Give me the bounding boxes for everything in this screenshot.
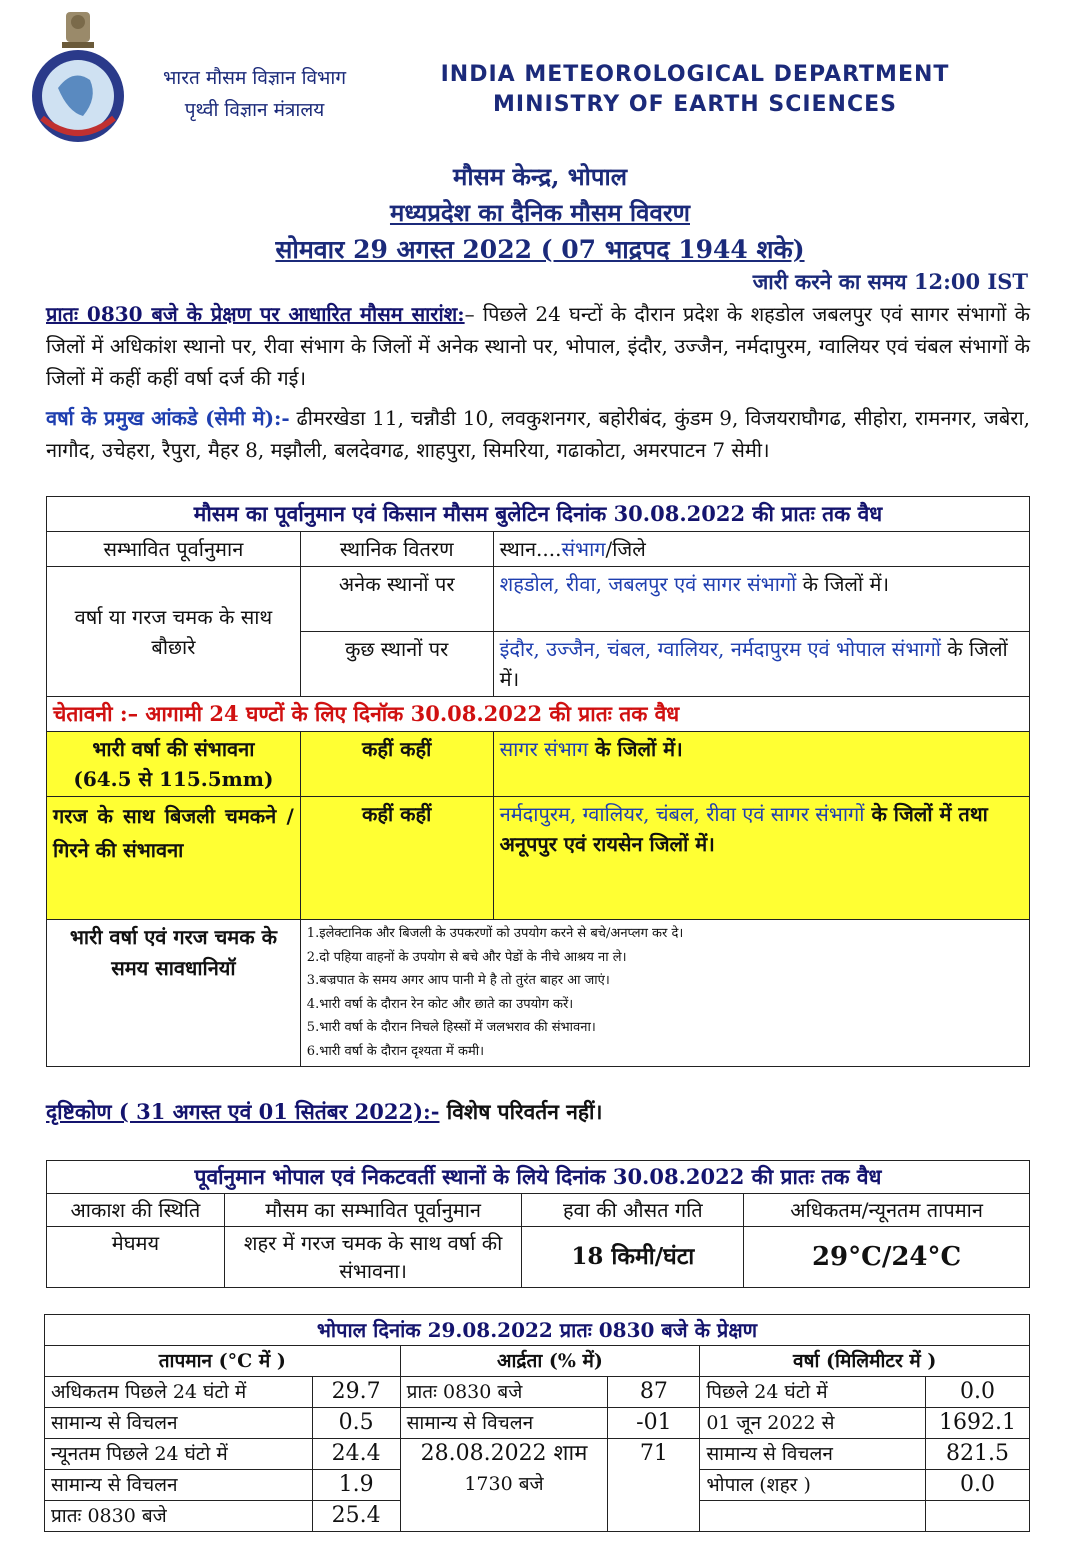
temp-header: तापमान (°C में ) [45, 1346, 401, 1377]
summary-title: मध्यप्रदेश का दैनिक मौसम विवरण [389, 198, 690, 227]
humidity-value: 87 [608, 1377, 700, 1408]
empty-cell [926, 1501, 1030, 1532]
issue-time: जारी करने का समय 12:00 IST [752, 269, 1028, 294]
rainfall-summary [46, 402, 1030, 466]
value-wind: 18 किमी/घंटा [522, 1227, 744, 1288]
precaution-item: 2.दो पहिया वाहनों के उपयोग से बचे और पेडों के नीचे आश्रय ना ले। [306, 949, 627, 965]
english-dept-line2: MINISTRY OF EARTH SCIENCES [493, 92, 897, 117]
col-header-forecast: सम्भावित पूर्वानुमान [47, 532, 301, 567]
warning2-rest: के जिलों में तथा अनूपपुर एवं रायसेन जिलों में। [499, 802, 988, 856]
humidity-label: सामान्य से विचलन [400, 1408, 608, 1439]
temp-value: 1.9 [312, 1470, 400, 1501]
humidity-value: -01 [608, 1408, 700, 1439]
row1-places [493, 567, 1029, 632]
hindi-department-name [142, 62, 367, 126]
value-sky: मेघमय [47, 1227, 225, 1288]
rain-value: 821.5 [926, 1439, 1030, 1470]
summary-text: – पिछले 24 घन्टों के दौरान प्रदेश के शहडोल जबलपुर एवं सागर संभागों के जिलों में अधिकांश स्थानो पर, रीवा संभाग के जिलों में अनेक स्थानो पर, भोपाल, इंदौर, उज्जैन, नर्मदापुरम, ग्वालियर एवं चंबल संभागों के जिलों में कहीं कहीं वर्षा दर्ज की गई। [46, 302, 1030, 390]
warning2-distribution: कहीं कहीं [300, 797, 493, 920]
warning1-event [47, 732, 301, 797]
empty-cell [700, 1501, 926, 1532]
forecast-table-title: मौसम का पूर्वानुमान एवं किसान मौसम बुलेटिन दिनांक 30.08.2022 की प्रातः तक वैध [47, 497, 1030, 532]
temp-value: 24.4 [312, 1439, 400, 1470]
col3-blue: संभाग [561, 537, 606, 561]
date-title: सोमवार 29 अगस्त 2022 ( 07 भाद्रपद 1944 शके) [275, 235, 805, 264]
outlook-label: दृष्टिकोण ( 31 अगस्त एवं 01 सितंबर 2022):- [46, 1099, 440, 1124]
warning1-event-line1: भारी वर्षा की संभावना [92, 737, 255, 761]
warning1-event-line2: (64.5 से 115.5mm) [73, 767, 274, 791]
rain-label: पिछले 24 घंटो में [700, 1377, 926, 1408]
rain-value: 1692.1 [926, 1408, 1030, 1439]
humidity-header: आर्द्रता (% में) [400, 1346, 700, 1377]
humidity-label [400, 1439, 608, 1532]
rainfall-text: ढीमरखेडा 11, चन्नौडी 10, लवकुशनगर, बहोरीबंद, कुंडम 9, विजयराघौगढ, सीहोरा, रामनगर, जबेरा, नागौद, उचेहरा, रैपुरा, मैहर 8, मझौली, बलदेवगढ, शाहपुरा, सिमरिया, गढाकोटा, अमरपाटन 7 सेमी। [46, 406, 1031, 462]
col3-prefix: स्थान.... [499, 537, 562, 561]
observation-title: भोपाल दिनांक 29.08.2022 प्रातः 0830 बजे के प्रेक्षण [45, 1315, 1030, 1346]
value-forecast: शहर में गरज चमक के साथ वर्षा की संभावना। [224, 1227, 522, 1288]
header-temp: अधिकतम/न्यूनतम तापमान [744, 1194, 1030, 1227]
row2-blue: इंदौर, उज्जैन, चंबल, ग्वालियर, नर्मदापुरम एवं भोपाल संभागों [499, 637, 941, 661]
col-header-distribution: स्थानिक वितरण [300, 532, 493, 567]
temp-label: प्रातः 0830 बजे [45, 1501, 313, 1532]
temp-value: 0.5 [312, 1408, 400, 1439]
row1-distribution: अनेक स्थानों पर [300, 567, 493, 632]
warning1-rest: के जिलों में। [588, 737, 683, 761]
warning2-event: गरज के साथ बिजली चमकने / गिरने की संभावना [47, 797, 301, 920]
temp-value: 25.4 [312, 1501, 400, 1532]
warning1-places [493, 732, 1029, 797]
temp-label: न्यूनतम पिछले 24 घंटो में [45, 1439, 313, 1470]
humidity-evening-date: 28.08.2022 शाम [420, 1441, 588, 1466]
precaution-item: 5.भारी वर्षा के दौरान निचले हिस्सों में जलभराव की संभावना। [306, 1020, 596, 1036]
precaution-item: 1.इलेक्टानिक और बिजली के उपकरणों को उपयोग करने से बचे/अनप्लग कर दे। [306, 926, 684, 941]
header-sky: आकाश की स्थिति [47, 1194, 225, 1227]
row2-distribution: कुछ स्थानों पर [300, 632, 493, 697]
row2-rest: के जिलों में। [499, 637, 1008, 691]
temp-label: सामान्य से विचलन [45, 1408, 313, 1439]
col3-suffix: /जिले [605, 537, 646, 561]
row1-rest: के जिलों में। [796, 572, 890, 596]
warning2-places [493, 797, 1029, 920]
outlook [46, 1098, 602, 1126]
rain-label: भोपाल (शहर ) [700, 1470, 926, 1501]
value-temp: 29°C/24°C [744, 1227, 1030, 1288]
precautions-list [300, 920, 1029, 1067]
temp-label: अधिकतम पिछले 24 घंटो में [45, 1377, 313, 1408]
rain-value: 0.0 [926, 1470, 1030, 1501]
rain-label: 01 जून 2022 से [700, 1408, 926, 1439]
temp-label: सामान्य से विचलन [45, 1470, 313, 1501]
header-forecast: मौसम का सम्भावित पूर्वानुमान [224, 1194, 522, 1227]
rain-label: सामान्य से विचलन [700, 1439, 926, 1470]
hindi-dept-line2: पृथ्वी विज्ञान मंत्रालय [184, 99, 325, 121]
precaution-item: 4.भारी वर्षा के दौरान रेन कोट और छाते का उपयोग करें। [306, 996, 574, 1012]
warning2-blue: नर्मदापुरम, ग्वालियर, चंबल, रीवा एवं सागर संभागों [499, 802, 865, 826]
warning1-blue: सागर संभाग [499, 737, 589, 761]
rain-value: 0.0 [926, 1377, 1030, 1408]
precaution-item: 3.बज्रपात के समय अगर आप पानी मे है तो तुरंत बाहर आ जाएं। [306, 973, 610, 989]
centre-title: मौसम केन्द्र, भोपाल [452, 162, 627, 191]
weather-summary [46, 298, 1030, 394]
rain-header: वर्षा (मिलिमीटर में ) [700, 1346, 1030, 1377]
rainfall-label: वर्षा के प्रमुख आंकडे (सेमी मे):- [46, 406, 290, 430]
warning1-distribution: कहीं कहीं [300, 732, 493, 797]
english-department-name [420, 60, 970, 120]
bhopal-forecast-title: पूर्वानुमान भोपाल एवं निकटवर्ती स्थानों के लिये दिनांक 30.08.2022 की प्रातः तक वैध [47, 1161, 1030, 1194]
summary-label: प्रातः 0830 बजे के प्रेक्षण पर आधारित मौसम सारांश: [46, 302, 465, 326]
row1-blue: शहडोल, रीवा, जबलपुर एवं सागर संभागों [499, 572, 797, 596]
warning-title: चेतावनी :– आगामी 24 घण्टों के लिए दिनॉक 30.08.2022 की प्रातः तक वैध [47, 697, 1030, 732]
english-dept-line1: INDIA METEOROLOGICAL DEPARTMENT [440, 62, 950, 87]
outlook-text: विशेष परिवर्तन नहीं। [439, 1099, 603, 1124]
temp-value: 29.7 [312, 1377, 400, 1408]
humidity-evening-time: 1730 बजे [464, 1473, 544, 1495]
imd-emblem-icon [28, 8, 128, 148]
precaution-item: 6.भारी वर्षा के दौरान दृश्यता में कमी। [306, 1043, 485, 1059]
event-rain: वर्षा या गरज चमक के साथ बौछारे [47, 567, 301, 697]
row2-places [493, 632, 1029, 697]
forecast-table [46, 496, 1030, 1067]
bhopal-forecast-table [46, 1160, 1030, 1288]
observation-table [44, 1314, 1030, 1532]
humidity-value: 71 [608, 1439, 700, 1532]
humidity-label: प्रातः 0830 बजे [400, 1377, 608, 1408]
header-wind: हवा की औसत गति [522, 1194, 744, 1227]
precautions-title: भारी वर्षा एवं गरज चमक के समय सावधानियॉ [47, 920, 301, 1067]
col-header-place [493, 532, 1029, 567]
hindi-dept-line1: भारत मौसम विज्ञान विभाग [162, 67, 347, 89]
